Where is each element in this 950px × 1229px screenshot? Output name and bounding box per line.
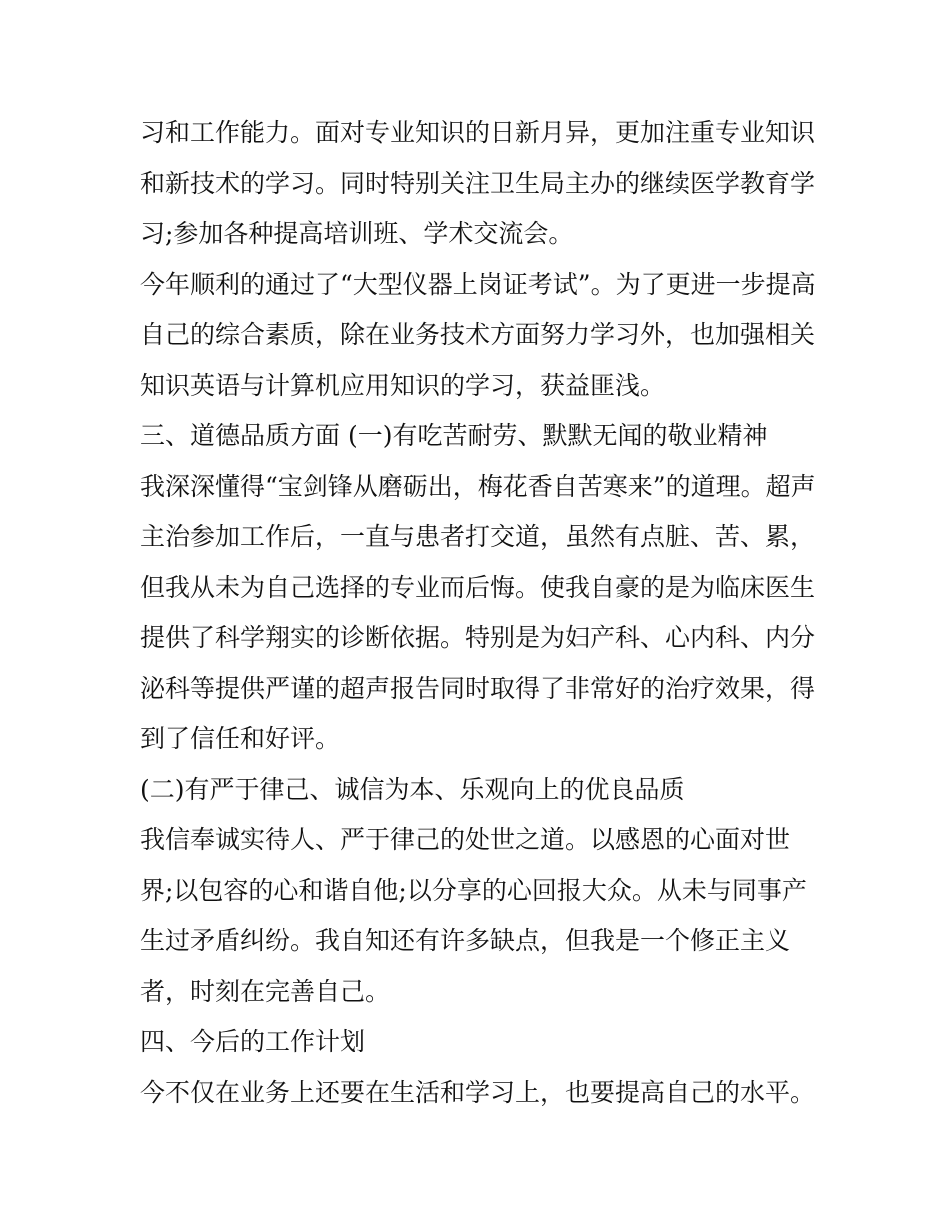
text-line: 我深深懂得“宝剑锋从磨砺出，梅花香自苦寒来”的道理。超声 [140, 471, 816, 501]
text-line: 自己的综合素质，除在业务技术方面努力学习外，也加强相关 [140, 320, 816, 349]
text-line: 习和工作能力。面对专业知识的日新月异，更加注重专业知识 [140, 118, 816, 147]
text-line: 界;以包容的心和谐自他;以分享的心回报大众。从未与同事产 [140, 875, 807, 905]
text-line: 提供了科学翔实的诊断依据。特别是为妇产科、心内科、内分 [140, 623, 816, 652]
text-line: 生过矛盾纠纷。我自知还有许多缺点，但我是一个修正主义 [140, 926, 791, 955]
text-line: 但我从未为自己选择的专业而后悔。使我自豪的是为临床医生 [140, 572, 816, 602]
text-line: 今年顺利的通过了“大型仪器上岗证考试”。为了更进一步提高 [140, 269, 816, 299]
text-line: 习;参加各种提高培训班、学术交流会。 [140, 219, 574, 248]
document-body [140, 108, 820, 1118]
text-line: 我信奉诚实待人、严于律己的处世之道。以感恩的心面对世 [140, 825, 791, 854]
section-heading: 三、道德品质方面 (一)有吃苦耐劳、默默无闻的敬业精神 [140, 421, 768, 450]
text-line: 泌科等提供严谨的超声报告同时取得了非常好的治疗效果，得 [140, 673, 816, 703]
subsection-heading: (二)有严于律己、诚信为本、乐观向上的优良品质 [140, 774, 685, 804]
text-line: 到了信任和好评。 [140, 724, 341, 753]
text-line: 者，时刻在完善自己。 [140, 976, 391, 1006]
text-line: 知识英语与计算机应用知识的学习，获益匪浅。 [140, 370, 666, 400]
text-line: 今不仅在业务上还要在生活和学习上，也要提高自己的水平。 [140, 1077, 816, 1107]
section-heading: 四、今后的工作计划 [140, 1027, 366, 1056]
text-line: 主治参加工作后，一直与患者打交道，虽然有点脏、苦、累， [140, 522, 816, 551]
text-line: 和新技术的学习。同时特别关注卫生局主办的继续医学教育学 [140, 168, 816, 198]
